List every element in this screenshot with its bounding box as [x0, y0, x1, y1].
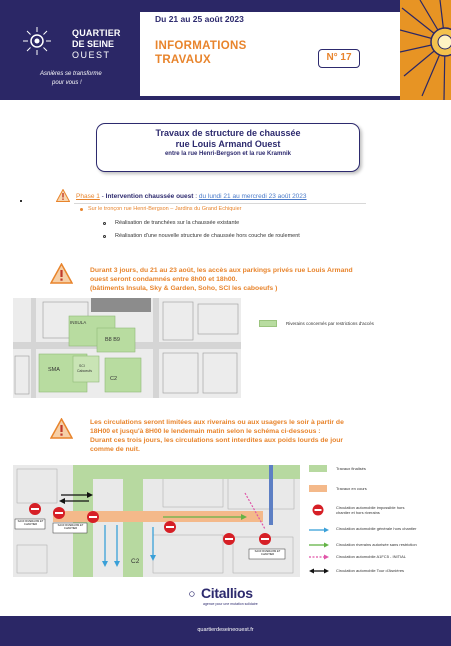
phase-label: Phase 1 — [76, 193, 100, 200]
traffic-plan-map — [13, 465, 300, 577]
traffic-legend — [309, 464, 449, 578]
map2-drawing — [13, 465, 300, 577]
legend-label: Travaux en cours — [336, 486, 367, 491]
phase-item: Réalisation d'une nouvelle structure de chaussée hors couche de roulement — [115, 233, 300, 239]
title-subtitle: entre la rue Henri-Bergson et la rue Kramnik — [164, 151, 292, 157]
phase-colon: : — [193, 193, 199, 200]
legend-label: Circulation automobile Tour d'Asnières — [336, 568, 405, 573]
header — [0, 0, 451, 100]
header-top-stripe — [140, 0, 400, 12]
traffic-warning-text — [90, 418, 380, 454]
stray-dot — [20, 200, 22, 202]
arrow-pink-icon — [309, 554, 329, 560]
header-title-line1: INFORMATIONS — [155, 40, 247, 52]
warning2-line1: Les circulations seront limitées aux riverains ou aux usagers le soir à partir de — [90, 419, 344, 426]
warning2-line2: 18H00 et jusqu'à 8H00 le lendemain matin selon le schéma ci-dessous : — [90, 428, 321, 435]
arrow-green-icon — [309, 542, 329, 548]
legend-orange-swatch — [309, 485, 327, 492]
arrow-blue-icon — [309, 527, 329, 533]
phase-dates: du lundi 21 au mercredi 23 août 2023 — [198, 193, 307, 200]
warning-icon — [50, 263, 73, 284]
warning-small-icon — [56, 189, 70, 202]
map2-sign-right: SAUF RIVERAINS ET CHANTIER — [254, 550, 281, 556]
title-line2: rue Louis Armand Ouest — [175, 139, 281, 149]
phase-location: Sur le tronçon rue Henri-Bergson – Jardins du Grand Echiquier — [88, 206, 242, 212]
map1-label-c2: C2 — [110, 376, 118, 382]
warning1-line2: ouest seront condamnés entre 8h00 et 18h00. — [90, 276, 238, 283]
sun-rays-icon — [400, 0, 451, 100]
no-entry-icon — [312, 504, 324, 516]
legend-label: Circulation automobile générale hors chantier — [336, 526, 417, 531]
bullet-icon — [80, 208, 83, 211]
warning2-line3: Durant ces trois jours, les circulations sont interdites aux poids lourds de jour — [90, 437, 344, 444]
brand-name-line3: OUEST — [72, 50, 111, 60]
legend-label: Circulation riverains autorisée sans restriction — [336, 542, 417, 547]
phase-item: Réalisation de tranchées sur la chaussée existante — [115, 220, 240, 226]
title-card — [96, 123, 360, 172]
warning2-line4: comme de nuit. — [90, 446, 140, 453]
bullet-circle-icon — [103, 235, 106, 238]
warning1-line1: Durant 3 jours, du 21 au 23 août, les accès aux parkings privés rue Louis Armand — [90, 267, 353, 274]
map1-label-sci: SCI — [79, 364, 85, 368]
brand-tagline-line2: pour vous ! — [52, 80, 82, 86]
map2-label-c2: C2 — [131, 558, 140, 565]
map2-sign-left1: SAUF RIVERAINS ET CHANTIER — [17, 520, 44, 526]
brand-name-line1: QUARTIER — [72, 28, 121, 38]
phase-separator: - — [99, 193, 106, 200]
legend-green-swatch — [309, 465, 327, 472]
warning-icon — [50, 418, 73, 439]
map1-label-caboeufs: Caboeufs — [77, 369, 92, 373]
legend-label: Circulation automobile impossible hors chantier et hors riverains — [336, 505, 405, 515]
sun-decoration — [400, 0, 451, 100]
sun-logo-icon — [22, 26, 52, 56]
parking-access-map — [13, 298, 241, 398]
warning1-line3: (bâtiments Insula, Sky & Garden, Soho, SCI les caboeufs ) — [90, 285, 278, 292]
arrow-black-icon — [309, 568, 329, 574]
citallios-logo-icon — [183, 585, 201, 603]
issue-number-badge: N° 17 — [318, 49, 360, 68]
bullet-circle-icon — [103, 222, 106, 225]
legend-label: Travaux finalisés — [336, 466, 366, 471]
logo-subtitle: agence pour une mutation solidaire — [203, 602, 258, 606]
title-line1: Travaux de structure de chaussée — [155, 128, 301, 138]
phase-divider — [74, 203, 366, 204]
legend-label: Circulation automobile A1FC5 - INITIAL — [336, 554, 407, 559]
phase-name: Intervention chaussée ouest — [105, 193, 194, 200]
map1-label-insula: INSULA — [70, 320, 87, 325]
brand-panel — [0, 0, 140, 100]
map1-label-sma: SMA — [48, 367, 60, 373]
map2-sign-left2: SAUF RIVERAINS ET CHANTIER — [57, 524, 84, 530]
legend-riverains: Riverains concernés par restrictions d'accès — [286, 321, 374, 326]
brand-tagline-line1: Asnières se transforme — [40, 71, 102, 77]
phase-heading — [76, 193, 307, 200]
header-dates: Du 21 au 25 août 2023 — [155, 14, 244, 24]
footer-url-link[interactable]: quartierdeseineouest.fr — [197, 627, 254, 633]
map1-drawing — [13, 298, 241, 398]
parking-warning-text — [90, 266, 380, 293]
logo-text: Citallios — [201, 585, 253, 601]
legend-swatch-riverains — [259, 320, 277, 327]
header-title-line2: TRAVAUX — [155, 54, 211, 66]
map1-label-b8b9: B8 B9 — [105, 337, 120, 343]
brand-name-line2: DE SEINE — [72, 39, 115, 49]
